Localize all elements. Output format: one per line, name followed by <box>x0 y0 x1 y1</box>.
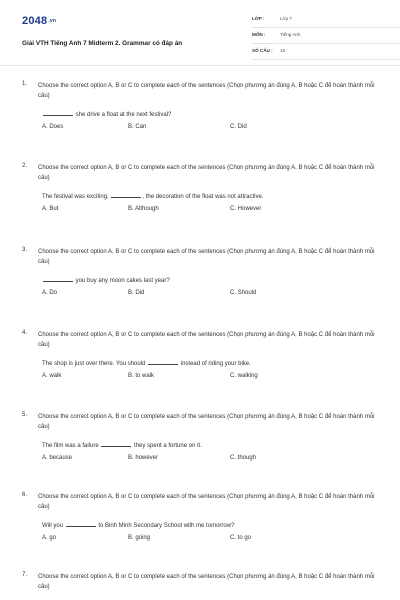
question-instruction: Choose the correct option A, B or C to complete each of the sentences (Chọn phương án đúng A, B hoặc C để hoàn thành mỗi câu) <box>38 332 375 348</box>
option-c[interactable]: C. though <box>230 455 257 461</box>
logo-suffix: .vn <box>48 18 57 25</box>
option-c[interactable]: C. walking <box>230 373 258 379</box>
meta-value: 15 <box>280 48 286 53</box>
question-sentence <box>42 111 171 118</box>
question-sentence <box>42 277 170 284</box>
question-number: 7. <box>22 572 28 578</box>
answer-options <box>42 455 342 464</box>
option-b[interactable]: B. however <box>128 455 159 461</box>
sentence-before: The festival was exciting. <box>42 194 111 200</box>
answer-blank <box>43 277 73 282</box>
question-number: 2. <box>22 163 28 169</box>
meta-row-count <box>252 44 400 60</box>
meta-label: SỐ CÂU : <box>252 48 273 53</box>
option-b[interactable]: B. going <box>128 535 151 541</box>
option-c[interactable]: C. However <box>230 206 262 212</box>
meta-row-class <box>252 12 400 28</box>
answer-blank <box>101 442 131 447</box>
meta-label: MÔN : <box>252 32 266 37</box>
sentence-after: you buy any moon cakes last year? <box>74 278 170 284</box>
meta-table <box>252 12 400 60</box>
answer-blank <box>43 111 73 116</box>
question-sentence <box>42 360 251 367</box>
question-number: 5. <box>22 412 28 418</box>
option-b[interactable]: B. Can <box>128 124 147 130</box>
question-number: 4. <box>22 330 28 336</box>
answer-blank <box>148 360 178 365</box>
meta-value: Tiếng Anh <box>280 32 301 37</box>
question-sentence <box>42 193 263 200</box>
option-a[interactable]: A. Do <box>42 290 58 296</box>
question-instruction: Choose the correct option A, B or C to complete each of the sentences (Chọn phương án đúng A, B hoặc C để hoàn thành mỗi câu) <box>38 414 375 430</box>
option-a[interactable]: A. because <box>42 455 73 461</box>
question-number: 1. <box>22 81 28 87</box>
option-a[interactable]: A. But <box>42 206 59 212</box>
answer-options <box>42 206 342 215</box>
option-b[interactable]: B. to walk <box>128 373 155 379</box>
option-a[interactable]: A. go <box>42 535 57 541</box>
option-c[interactable]: C. to go <box>230 535 252 541</box>
meta-label: LỚP : <box>252 16 265 21</box>
answer-options <box>42 535 342 544</box>
option-a[interactable]: A. walk <box>42 373 62 379</box>
document-header <box>22 12 378 64</box>
question-instruction: Choose the correct option A, B or C to complete each of the sentences (Chọn phương án đúng A, B hoặc C để hoàn thành mỗi câu) <box>38 83 375 99</box>
meta-value: Lớp 7 <box>280 16 292 21</box>
option-c[interactable]: C. Did <box>230 124 247 130</box>
sentence-after: she drive a float at the next festival? <box>74 112 172 118</box>
site-logo[interactable] <box>22 15 56 27</box>
question-instruction: Choose the correct option A, B or C to complete each of the sentences (Chọn phương án đúng A, B hoặc C để hoàn thành mỗi câu) <box>38 574 375 590</box>
sentence-after: , the decoration of the float was not attractive. <box>142 194 264 200</box>
option-b[interactable]: B. Although <box>128 206 159 212</box>
question-instruction: Choose the correct option A, B or C to complete each of the sentences (Chọn phương án đúng A, B hoặc C để hoàn thành mỗi câu) <box>38 494 375 510</box>
answer-blank <box>111 193 141 198</box>
logo-main: 2048 <box>22 15 48 27</box>
question-instruction: Choose the correct option A, B or C to complete each of the sentences (Chọn phương án đúng A, B hoặc C để hoàn thành mỗi câu) <box>38 165 375 181</box>
question-sentence <box>42 442 202 449</box>
question-instruction: Choose the correct option A, B or C to complete each of the sentences (Chọn phương án đúng A, B hoặc C để hoàn thành mỗi câu) <box>38 249 375 265</box>
option-c[interactable]: C. Should <box>230 290 257 296</box>
option-b[interactable]: B. Did <box>128 290 145 296</box>
sentence-before: The shop is just over there. You should <box>42 361 148 367</box>
sentence-before: The film was a failure <box>42 443 101 449</box>
header-divider <box>0 65 400 66</box>
sentence-after: they spent a fortune on it. <box>132 443 202 449</box>
answer-blank <box>66 522 96 527</box>
question-number: 6. <box>22 492 28 498</box>
answer-options <box>42 124 342 133</box>
option-a[interactable]: A. Does <box>42 124 64 130</box>
answer-options <box>42 373 342 382</box>
meta-row-subject <box>252 28 400 44</box>
sentence-after: instead of riding your bike. <box>179 361 251 367</box>
answer-options <box>42 290 342 299</box>
sentence-after: to Binh Minh Secondary School with me tomorrow? <box>96 523 235 529</box>
sentence-before: Will you <box>42 523 65 529</box>
page-title: Giải VTH Tiếng Anh 7 Midterm 2. Grammar có đáp án <box>22 40 183 47</box>
question-sentence <box>42 522 234 529</box>
question-number: 3. <box>22 247 28 253</box>
